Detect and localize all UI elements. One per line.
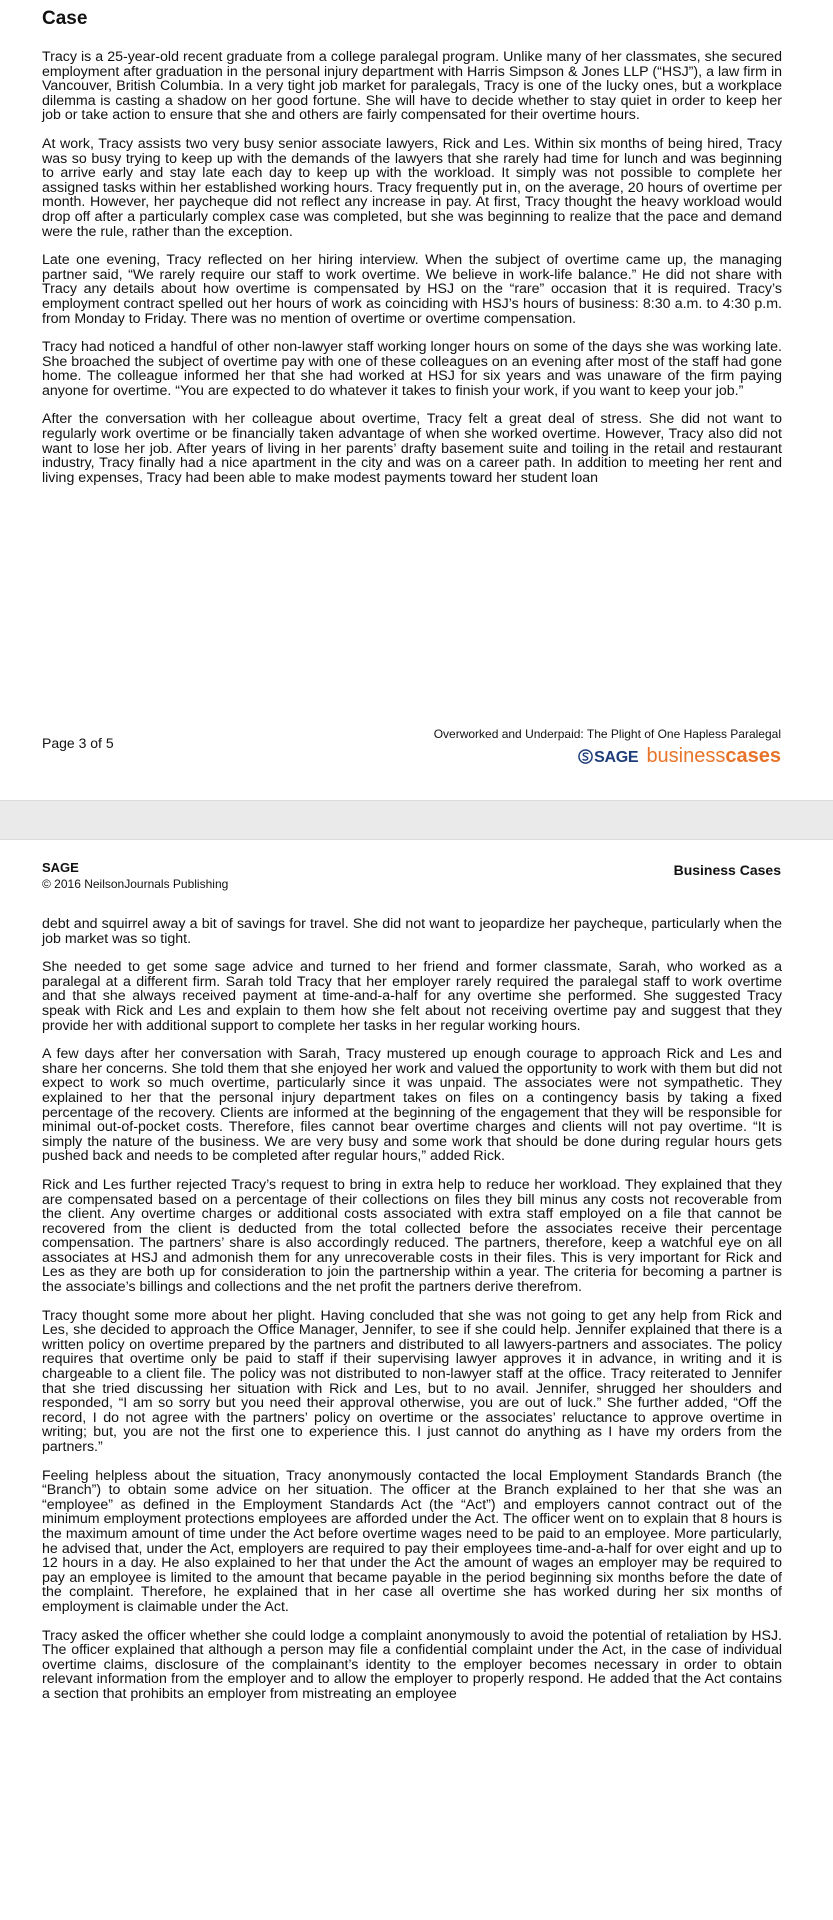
copyright-notice: © 2016 NeilsonJournals Publishing (42, 877, 229, 891)
paragraph: Feeling helpless about the situation, Tracy anonymously contacted the local Employment Standards Branch (the “Branch”) to obtain some advice on her situation. The officer at the Branch explained to her that she was an “employee” as defined in the Employment Standards Act (the “Act”) and employers cannot contract out of the minimum employment protections employees are afforded under the Act. The officer went on to explain that 8 hours is the maximum amount of time under the Act before overtime wages need to be paid to an employee. More particularly, he advised that, under the Act, employers are required to pay their employees time-and-a-half for over eight and up to 12 hours in a day. He also explained to her that under the Act the amount of wages an employer may be required to pay an employee is limited to the amount that became payable in the period beginning six months before the date of the complaint. Therefore, he explained that in her case all overtime she has worked during her six months of employment is claimable under the Act. (42, 1467, 782, 1615)
page-separator (0, 800, 833, 840)
page-4-body (42, 917, 782, 1716)
page-header-publisher (42, 860, 228, 891)
page-footer (434, 727, 781, 769)
paragraph: Tracy asked the officer whether she could lodge a complaint anonymously to avoid the potential of retaliation by HSJ. The officer explained that although a person may file a confidential complaint under the Act, in the case of individual overtime claims, disclosure of the complainant’s identity to the employer becomes necessary in order to obtain relevant information from the employer and to allow the employer to properly respond. He added that the Act contains a section that prohibits an employer from mistreating an employee (42, 1627, 782, 1702)
sage-logo (578, 749, 642, 766)
brand-cases-text: cases (725, 745, 781, 767)
sage-business-cases-logo (434, 745, 781, 769)
sage-swirl-icon (578, 749, 593, 764)
document-page-3 (0, 0, 833, 800)
paragraph: She needed to get some sage advice and turned to her friend and former classmate, Sarah, who worked as a paralegal at a different firm. Sarah told Tracy that her employer rarely required the paralegal staff to work overtime and that she always received payment at time-and-a-half for any overtime she performed. She suggested Tracy speak with Rick and Les and explain to them how she felt about not receiving overtime pay and suggest that they provide her with additional support to complete her tasks in her regular working hours. (42, 959, 782, 1034)
section-heading: Case (42, 8, 88, 29)
paragraph: A few days after her conversation with Sarah, Tracy mustered up enough courage to approach Rick and Les and share her concerns. She told them that she enjoyed her work and valued the opportunity to work with them but did not expect to work so much overtime, particularly since it was unpaid. The associates were not sympathetic. They explained to her that the personal injury department takes on files on a contingency basis by taking a fixed percentage of the recovery. Clients are informed at the beginning of the engagement that they will be responsible for minimal out-of-pocket costs. Therefore, files cannot bear overtime charges and clients will not pay overtime. “It is simply the nature of the business. We are very busy and some work that should be done during regular hours gets pushed back and needs to be completed after regular hours,” added Rick. (42, 1046, 782, 1165)
document-page-4 (0, 840, 833, 1920)
page-3-body (42, 50, 782, 499)
paragraph: debt and squirrel away a bit of savings for travel. She did not want to jeopardize her paycheque, particularly when the job market was so tight. (42, 916, 782, 947)
paragraph: Late one evening, Tracy reflected on her hiring interview. When the subject of overtime came up, the managing partner said, “We rarely require our staff to work overtime. We believe in work-life balance.” He did not share with Tracy any details about how overtime is compensated by HSJ on the “rare” occasion that it is required. Tracy’s employment contract spelled out her hours of work as coinciding with HSJ’s hours of business: 8:30 a.m. to 4:30 p.m. from Monday to Friday. There was no mention of overtime or overtime compensation. (42, 252, 782, 327)
page-number: Page 3 of 5 (42, 735, 114, 751)
paragraph: Rick and Les further rejected Tracy’s request to bring in extra help to reduce her workload. They explained that they are compensated based on a percentage of their collections on files they bill minus any costs not recoverable from the client. Any overtime charges or additional costs associated with extra staff employed on a file that cannot be recovered from the client is deducted from the total collected before the associates receive their percentage compensation. The partners’ share is also accordingly reduced. The partners, therefore, keep a watchful eye on all associates at HSJ and admonish them for any unrecoverable costs in their files. This is very important for Rick and Les as they are both up for consideration to join the partnership within a year. The criteria for becoming a partner is the associate’s billings and collections and the net profit the partners derive therefrom. (42, 1176, 782, 1296)
sage-wordmark: SAGE (594, 749, 639, 766)
paragraph: Tracy is a 25-year-old recent graduate from a college paralegal program. Unlike many of her classmates, she secured employment after graduation in the personal injury department with Harris Simpson & Jones LLP (“HSJ”), a law firm in Vancouver, British Columbia. In a very tight job market for paralegals, Tracy is one of the lucky ones, but a workplace dilemma is casting a shadow on her good fortune. She will have to decide whether to stay quiet in order to keep her job or take action to ensure that she and others are fairly compensated for their overtime hours. (42, 49, 782, 124)
publisher-name: SAGE (42, 860, 79, 875)
paragraph: At work, Tracy assists two very busy senior associate lawyers, Rick and Les. Within six months of being hired, Tracy was so busy trying to keep up with the demands of the lawyers that she rarely had time for lunch and was beginning to arrive early and stay late each day to keep up with the workload. It simply was not possible to complete her assigned tasks within her established working hours. Tracy frequently put in, on the average, 20 hours of overtime per month. However, her paycheque did not reflect any increase in pay. At first, Tracy thought the heavy workload would drop off after a particularly complex case was completed, but she was beginning to realize that the pace and demand were the rule, rather than the exception. (42, 135, 782, 240)
brand-business-text: business (646, 745, 726, 767)
series-title: Business Cases (673, 862, 781, 878)
paragraph: Tracy thought some more about her plight. Having concluded that she was not going to get any help from Rick and Les, she decided to approach the Office Manager, Jennifer, to see if she could help. Jennifer explained that there is a written policy on overtime prepared by the partners and distributed to all lawyers-partners and associates. The policy requires that overtime only be paid to staff if their supervising lawyer approves it in advance, in writing and it is chargeable to a client file. The policy was not distributed to non-lawyer staff at the office. Tracy reiterated to Jennifer that she tried discussing her situation with Rick and Les, but to no avail. Jennifer, shrugged her shoulders and responded, “I am so sorry but you need their approval otherwise, you are out of luck.” She further added, “Off the record, I do not agree with the partners’ policy on overtime or the associates’ reluctance to approve overtime in writing; but, you are not the first one to experience this. I just cannot do anything as I have my orders from the partners.” (42, 1307, 782, 1455)
case-title: Overworked and Underpaid: The Plight of One Hapless Paralegal (433, 727, 781, 741)
paragraph: After the conversation with her colleague about overtime, Tracy felt a great deal of stress. She did not want to regularly work overtime or be financially taken advantage of when she worked overtime. However, Tracy also did not want to lose her job. After years of living in her parents’ drafty basement suite and toiling in the retail and restaurant industry, Tracy finally had a nice apartment in the city and was on a career path. In addition to meeting her rent and living expenses, Tracy had been able to make modest payments toward her student loan (42, 411, 782, 486)
paragraph: Tracy had noticed a handful of other non-lawyer staff working longer hours on some of the days she was working late. She broached the subject of overtime pay with one of these colleagues on an evening after most of the staff had gone home. The colleague informed her that she had worked at HSJ for six years and was unaware of the firm paying anyone for overtime. “You are expected to do whatever it takes to finish your work, if you want to keep your job.” (42, 339, 782, 399)
